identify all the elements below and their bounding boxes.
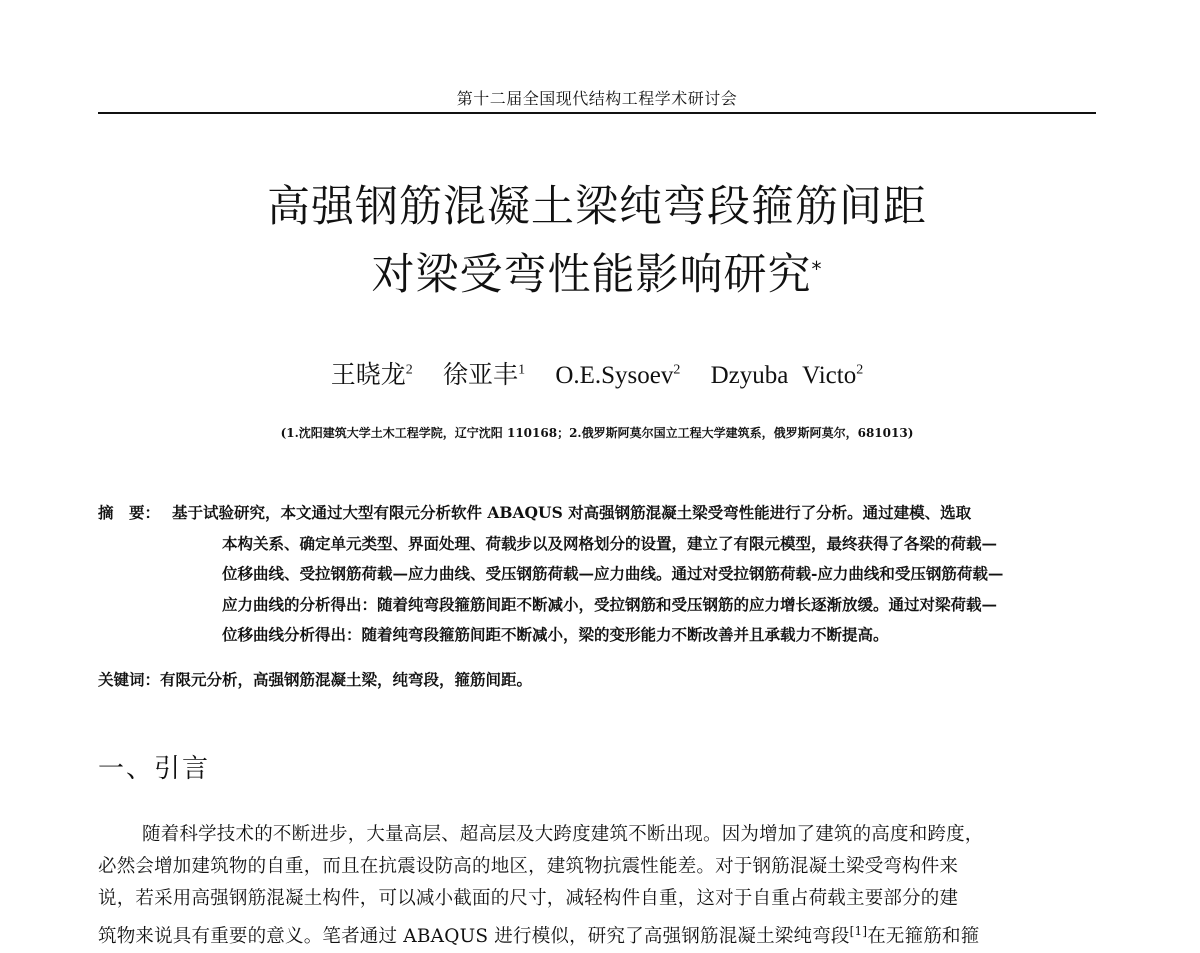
abstract-line: 本构关系、确定单元类型、界面处理、荷载步以及网格划分的设置，建立了有限元模型，最终获得了各梁的荷载— (222, 533, 998, 553)
author-2: 徐亚丰$^1$ (443, 362, 526, 389)
title-line-1: 高强钢筋混凝土梁纯弯段箍筋间距 (267, 182, 927, 232)
abstract-line: 位移曲线、受拉钢筋荷载—应力曲线、受压钢筋荷载—应力曲线。通过对受拉钢筋荷载-应力曲线和受压钢筋荷载— (222, 564, 1004, 583)
section-heading: 一、引言 (98, 754, 211, 784)
author-1-affil: 2 (405, 362, 413, 378)
author-list (98, 355, 1096, 391)
title-line-2-text: 对梁受弯性能影响研究 (371, 250, 812, 300)
author-2-affil: 1 (518, 362, 526, 378)
title-line-2 (98, 241, 1096, 309)
keywords (98, 668, 1096, 690)
author-4: Dzyuba Victo$^2$ (710, 362, 864, 389)
abstract-line: 位移曲线分析得出：随着纯弯段箍筋间距不断减小，梁的变形能力不断改善并且承载力不断提高。 (222, 625, 889, 644)
abstract-label: 摘 要： (98, 503, 161, 522)
keywords-label: 关键词： (98, 670, 161, 689)
affiliation: (1.沈阳建筑大学土木工程学院，辽宁沈阳 110168；2.俄罗斯阿莫尔国立工程大学建筑系，俄罗斯阿莫尔，681013) (280, 426, 914, 440)
title-footnote-mark: * (811, 257, 823, 281)
body-line: 说，若采用高强钢筋混凝土构件，可以减小截面的尺寸，减轻构件自重，这对于自重占荷载主要部分的建 (98, 888, 959, 909)
body-paragraph (98, 819, 1100, 953)
abstract-text (174, 498, 1174, 651)
author-3-affil: 2 (673, 362, 681, 378)
body-line: 必然会增加建筑物的自重，而且在抗震设防高的地区，建筑物抗震性能差。对于钢筋混凝土梁受弯构件来 (98, 856, 959, 877)
body-line: 随着科学技术的不断进步，大量高层、超高层及大跨度建筑不断出现。因为增加了建筑的高度和跨度， (142, 824, 984, 845)
paper-title (98, 173, 1096, 309)
body-line: 筑物来说具有重要的意义。笔者通过 ABAQUS 进行模似，研究了高强钢筋混凝土梁纯弯段[1]在无箍筋和箍 (98, 924, 980, 948)
abstract-line: 应力曲线的分析得出：随着纯弯段箍筋间距不断减小，受拉钢筋和受压钢筋的应力增长逐渐放缓。通过对梁荷载— (222, 594, 998, 614)
keywords-text: 有限元分析，高强钢筋混凝土梁，纯弯段，箍筋间距。 (160, 670, 533, 689)
author-1: 王晓龙$^2$ (330, 362, 413, 389)
author-4-affil: 2 (856, 362, 864, 378)
citation-ref: [1] (849, 924, 868, 938)
abstract-line: 基于试验研究，本文通过大型有限元分析软件 ABAQUS 对高强钢筋混凝土梁受弯性能进行了分析。通过建模、选取 (172, 503, 972, 522)
header-rule (98, 112, 1096, 114)
author-3: O.E.Sysoev$^2$ (555, 362, 681, 389)
running-header: 第十二届全国现代结构工程学术研讨会 (456, 89, 738, 108)
